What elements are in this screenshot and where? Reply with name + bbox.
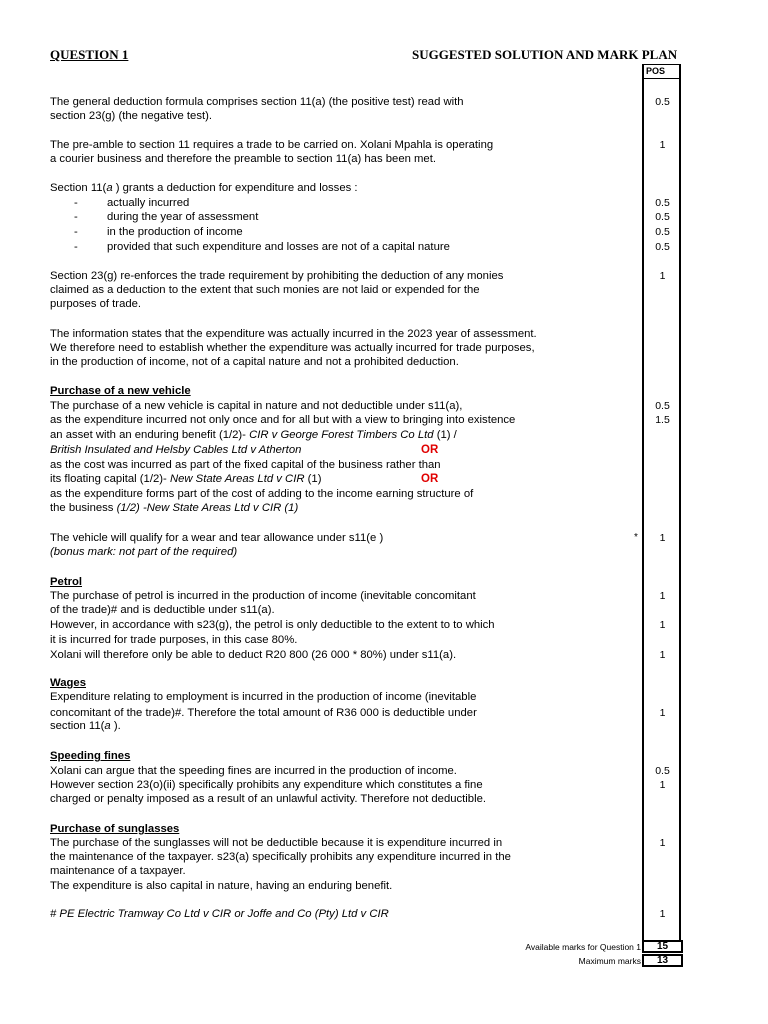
mark: 1	[659, 908, 666, 920]
mark: 1	[659, 619, 666, 631]
bullet-dash: -	[74, 197, 78, 209]
text-line	[50, 501, 298, 515]
text-run: its floating capital (1/2)-	[50, 473, 170, 485]
text-line	[50, 472, 321, 486]
mark: 1.5	[655, 414, 670, 426]
text-line: We therefore need to establish whether the expenditure was actually incurred for trade purposes,	[50, 342, 535, 354]
bullet-dash: -	[74, 241, 78, 253]
maximum-marks-value: 13	[642, 954, 683, 967]
mark: 0.5	[655, 96, 670, 108]
text-line: as the cost was incurred as part of the fixed capital of the business rather than	[50, 459, 441, 471]
text-line	[50, 719, 121, 733]
text-line: (bonus mark: not part of the required)	[50, 546, 238, 558]
mark: 0.5	[655, 211, 670, 223]
bullet-text: provided that such expenditure and losses are not of a capital nature	[107, 241, 450, 253]
mark: 0.5	[655, 765, 670, 777]
pos-column-header: POS	[642, 64, 681, 79]
footnote-citation: # PE Electric Tramway Co Ltd v CIR or Joffe and Co (Pty) Ltd v CIR	[50, 908, 389, 920]
bullet-text: actually incurred	[107, 197, 190, 209]
mark: 0.5	[655, 400, 670, 412]
section-heading-wages: Wages	[50, 677, 86, 689]
text-line: Expenditure relating to employment is incurred in the production of income (inevitable	[50, 691, 477, 703]
text-line: However section 23(o)(ii) specifically prohibits any expenditure which constitutes a fine	[50, 779, 483, 791]
case-citation: (1/2) -New State Areas Ltd v CIR (1)	[116, 502, 299, 514]
text-line: as the expenditure incurred not only once and for all but with a view to bringing into existence	[50, 414, 516, 426]
text-line: concomitant of the trade)#. Therefore the total amount of R36 000 is deductible under	[50, 707, 477, 719]
text-line: The vehicle will qualify for a wear and tear allowance under s11(e )	[50, 532, 384, 544]
mark: 0.5	[655, 241, 670, 253]
bullet-dash: -	[74, 226, 78, 238]
bonus-star: *	[634, 532, 638, 543]
text-line: The pre-amble to section 11 requires a trade to be carried on. Xolani Mpahla is operating	[50, 139, 494, 151]
text-line: purposes of trade.	[50, 298, 142, 310]
mark: 1	[659, 139, 666, 151]
text-line	[50, 181, 358, 195]
mark: 1	[659, 649, 666, 661]
text-line: The expenditure is also capital in nature, having an enduring benefit.	[50, 880, 393, 892]
text-run: ) grants a deduction for expenditure and losses :	[112, 182, 358, 194]
mark: 1	[659, 532, 666, 544]
or-label: OR	[421, 444, 439, 456]
text-line: Section 23(g) re-enforces the trade requirement by prohibiting the deduction of any monies	[50, 270, 504, 282]
text-line: maintenance of a taxpayer.	[50, 865, 186, 877]
or-label: OR	[421, 473, 439, 485]
text-line: The purchase of a new vehicle is capital in nature and not deductible under s11(a),	[50, 400, 463, 412]
case-citation: British Insulated and Helsby Cables Ltd v Atherton	[50, 444, 302, 456]
text-line: section 23(g) (the negative test).	[50, 110, 213, 122]
mark: 1	[659, 779, 666, 791]
text-run: ).	[110, 720, 121, 732]
text-run: a	[104, 720, 111, 732]
section-heading-vehicle: Purchase of a new vehicle	[50, 385, 191, 397]
bullet-dash: -	[74, 211, 78, 223]
available-marks-value: 15	[642, 940, 683, 953]
text-line: The purchase of the sunglasses will not be deductible because it is expenditure incurred in	[50, 837, 503, 849]
text-run: the business	[50, 502, 117, 514]
text-line: it is incurred for trade purposes, in this case 80%.	[50, 634, 298, 646]
case-citation: CIR v George Forest Timbers Co Ltd	[249, 429, 434, 441]
text-run: (1) /	[433, 429, 457, 441]
mark: 0.5	[655, 226, 670, 238]
question-heading: QUESTION 1	[50, 47, 129, 62]
mark: 1	[659, 270, 666, 282]
text-run: Section 11(	[50, 182, 107, 194]
text-line: However, in accordance with s23(g), the petrol is only deductible to the extent to to which	[50, 619, 495, 631]
mark: 1	[659, 837, 666, 849]
text-line: Xolani can argue that the speeding fines are incurred in the production of income.	[50, 765, 457, 777]
text-run: an asset with an enduring benefit (1/2)-	[50, 429, 250, 441]
text-line: Xolani will therefore only be able to deduct R20 800 (26 000 * 80%) under s11(a).	[50, 649, 457, 661]
text-line: charged or penalty imposed as a result of an unlawful activity. Therefore not deductible.	[50, 793, 487, 805]
case-citation: New State Areas Ltd v CIR	[169, 473, 305, 485]
text-line	[50, 428, 457, 442]
maximum-marks-label: Maximum marks	[578, 956, 641, 966]
mark: 1	[659, 707, 666, 719]
text-line: of the trade)# and is deductible under s11(a).	[50, 604, 275, 616]
text-run: section 11(	[50, 720, 105, 732]
text-line: a courier business and therefore the preamble to section 11(a) has been met.	[50, 153, 436, 165]
text-line: as the expenditure forms part of the cost of adding to the income earning structure of	[50, 488, 474, 500]
text-line: The purchase of petrol is incurred in the production of income (inevitable concomitant	[50, 590, 476, 602]
text-line: The general deduction formula comprises section 11(a) (the positive test) read with	[50, 96, 464, 108]
text-line: the maintenance of the taxpayer. s23(a) specifically prohibits any expenditure incurred in the	[50, 851, 511, 863]
section-heading-fines: Speeding fines	[50, 750, 131, 762]
text-run: (1)	[304, 473, 322, 485]
text-line: The information states that the expenditure was actually incurred in the 2023 year of assessment.	[50, 328, 537, 340]
mark: 1	[659, 590, 666, 602]
bullet-text: during the year of assessment	[107, 211, 259, 223]
text-line: in the production of income, not of a capital nature and not a prohibited deduction.	[50, 356, 459, 368]
text-line: claimed as a deduction to the extent that such monies are not laid or expended for the	[50, 284, 480, 296]
section-heading-sunglasses: Purchase of sunglasses	[50, 823, 180, 835]
section-heading-petrol: Petrol	[50, 576, 83, 588]
solution-heading: SUGGESTED SOLUTION AND MARK PLAN	[412, 47, 678, 62]
text-run: a	[106, 182, 113, 194]
mark: 0.5	[655, 197, 670, 209]
available-marks-label: Available marks for Question 1	[525, 942, 641, 952]
bullet-text: in the production of income	[107, 226, 243, 238]
